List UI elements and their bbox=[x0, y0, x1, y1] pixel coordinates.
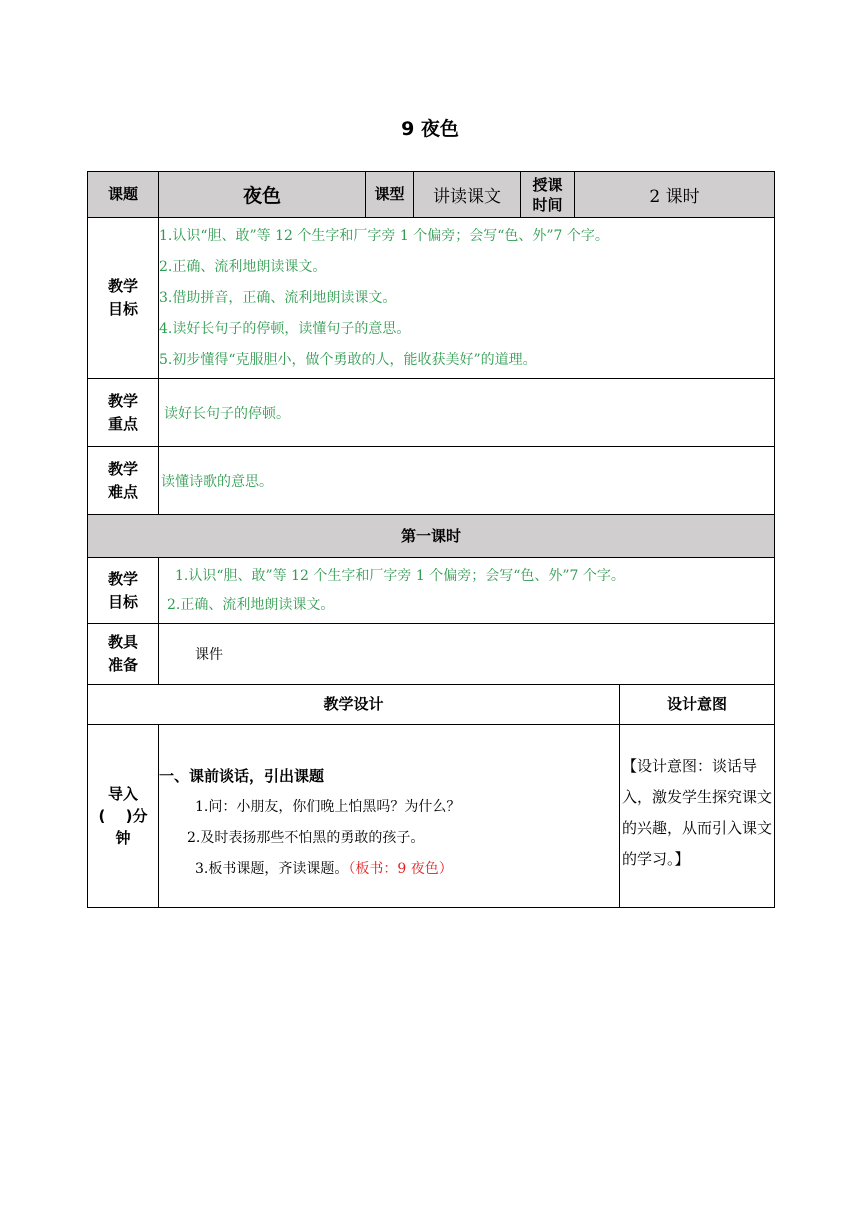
difficulty-text: 读懂诗歌的意思。 bbox=[159, 447, 775, 515]
type-value: 讲读课文 bbox=[414, 172, 521, 218]
design-header: 教学设计 bbox=[88, 685, 620, 725]
key-point-text: 读好长句子的停顿。 bbox=[159, 379, 775, 447]
intro-label-line1: 导入 bbox=[107, 785, 138, 803]
first-goals-label bbox=[88, 558, 159, 624]
goals-label-line2: 目标 bbox=[107, 300, 138, 318]
tools-row bbox=[88, 624, 775, 685]
goal-item: 1.认识“胆、敢”等 12 个生字和厂字旁 1 个偏旁；会写“色、外”7 个字。 bbox=[159, 227, 609, 244]
first-goals-label-line1: 教学 bbox=[107, 569, 138, 588]
goals-label-line1: 教学 bbox=[107, 277, 138, 295]
tools-label-line2: 准备 bbox=[107, 656, 138, 674]
goals-list bbox=[159, 218, 775, 379]
first-lesson-goals-row bbox=[88, 558, 775, 624]
difficulty-label-line2: 难点 bbox=[107, 482, 138, 501]
goal-item: 5.初步懂得“克服胆小，做个勇敢的人，能收获美好”的道理。 bbox=[159, 351, 537, 368]
intro-step-1: 1.问：小朋友，你们晚上怕黑吗？为什么？ bbox=[195, 799, 461, 815]
hours-label-line1: 授课 bbox=[532, 175, 563, 194]
key-point-row bbox=[88, 379, 775, 447]
intro-label-line2: ( )分 bbox=[98, 807, 148, 825]
design-header-row bbox=[88, 685, 775, 725]
intro-step-3-text: 3.板书课题，齐读课题。 bbox=[195, 861, 349, 877]
topic-value: 夜色 bbox=[159, 172, 366, 218]
goals-row bbox=[88, 218, 775, 379]
intro-label-line3: 钟 bbox=[115, 829, 131, 847]
hours-label bbox=[521, 172, 575, 218]
intent-text: 【设计意图：谈话导入，激发学生探究课文的兴趣，从而引入课文的学习。】 bbox=[620, 725, 775, 908]
difficulty-label bbox=[88, 447, 159, 515]
topic-label: 课题 bbox=[88, 172, 159, 218]
lesson-plan-table bbox=[87, 171, 775, 908]
tools-value: 课件 bbox=[159, 624, 775, 685]
difficulty-row bbox=[88, 447, 775, 515]
intent-header: 设计意图 bbox=[620, 685, 775, 725]
first-goal-item: 1.认识“胆、敢”等 12 个生字和厂字旁 1 个偏旁；会写“色、外”7 个字。 bbox=[175, 567, 625, 584]
tools-label-line1: 教具 bbox=[107, 633, 138, 651]
page-title: 9 夜色 bbox=[401, 118, 459, 140]
header-row bbox=[88, 172, 775, 218]
difficulty-label-line1: 教学 bbox=[107, 459, 138, 478]
intro-step-3 bbox=[159, 854, 619, 885]
board-writing: （板书：9 夜色） bbox=[348, 861, 453, 877]
intro-content bbox=[159, 725, 620, 908]
goals-label bbox=[88, 218, 159, 379]
intro-label bbox=[88, 725, 159, 908]
key-point-label bbox=[88, 379, 159, 447]
first-lesson-row bbox=[88, 515, 775, 558]
type-label: 课型 bbox=[366, 172, 414, 218]
intro-heading: 一、课前谈话，引出课题 bbox=[159, 767, 325, 785]
goal-item: 2.正确、流利地朗读课文。 bbox=[159, 258, 327, 275]
first-goal-item: 2.正确、流利地朗读课文。 bbox=[167, 596, 335, 613]
goal-item: 4.读好长句子的停顿，读懂句子的意思。 bbox=[159, 320, 411, 337]
key-point-label-line2: 重点 bbox=[107, 414, 138, 433]
intro-row bbox=[88, 725, 775, 908]
tools-label bbox=[88, 624, 159, 685]
first-goals-label-line2: 目标 bbox=[107, 592, 138, 611]
key-point-label-line1: 教学 bbox=[107, 391, 138, 410]
first-lesson-title: 第一课时 bbox=[88, 515, 775, 558]
hours-value: 2 课时 bbox=[575, 172, 775, 218]
hours-label-line2: 时间 bbox=[532, 195, 563, 214]
goal-item: 3.借助拼音，正确、流利地朗读课文。 bbox=[159, 289, 397, 306]
first-goals-list bbox=[159, 558, 775, 624]
intro-step-2: 2.及时表扬那些不怕黑的勇敢的孩子。 bbox=[187, 830, 425, 846]
